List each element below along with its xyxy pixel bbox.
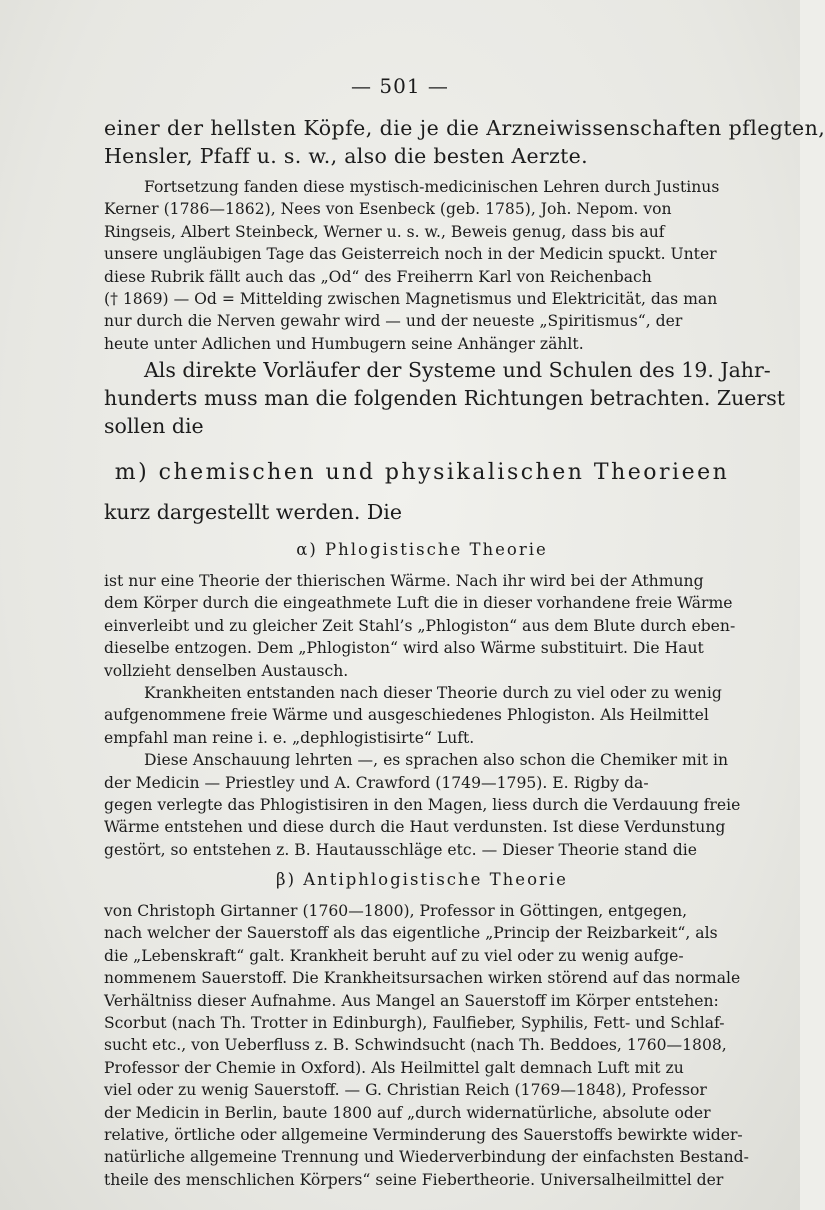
text-line: Wärme entstehen und diese durch die Haut verdunsten. Ist diese Verdunstung [104,818,726,837]
text-line: einer der hellsten Köpfe, die je die Arzneiwissenschaften pflegten, [104,116,825,140]
subheading-alpha: α) Phlogistische Theorie [296,540,548,559]
text-line: Professor der Chemie in Oxford). Als Heilmittel galt demnach Luft mit zu [104,1058,684,1077]
paragraph-2 [104,356,785,440]
text-line: vollzieht denselben Austausch. [104,661,349,680]
text-line: heute unter Adlichen und Humbugern seine Anhänger zählt. [104,334,584,353]
text-line: viel oder zu wenig Sauerstoff. — G. Christian Reich (1769—1848), Professor [104,1081,707,1100]
beta-paragraph [104,900,749,1191]
text-line: theile des menschlichen Körpers“ seine Fiebertheorie. Universalheilmittel der [104,1170,724,1189]
text-line: Kerner (1786—1862), Nees von Esenbeck (geb. 1785), Joh. Nepom. von [104,200,672,219]
text-line: der Medicin — Priestley und A. Crawford (1749—1795). E. Rigby da- [104,773,649,792]
text-line: sucht etc., von Ueberfluss z. B. Schwindsucht (nach Th. Beddoes, 1760—1808, [104,1036,727,1055]
text-line: († 1869) — Od = Mittelding zwischen Magnetismus und Elektricität, das man [104,290,718,309]
text-line: dem Körper durch die eingeathmete Luft die in dieser vorhandene freie Wärme [104,594,733,613]
alpha-paragraphs [104,570,740,861]
subheading-beta: β) Antiphlogistische Theorie [276,870,568,889]
intro-text [104,114,825,170]
text-line: Verhältniss dieser Aufnahme. Aus Mangel an Sauerstoff im Körper entstehen: [104,991,719,1010]
text-line: einverleibt und zu gleicher Zeit Stahl’s „Phlogiston“ aus dem Blute durch eben- [104,616,736,635]
text-line: Fortsetzung fanden diese mystisch-medicinischen Lehren durch Justinus [144,178,720,196]
text-line: gestört, so entstehen z. B. Hautausschläge etc. — Dieser Theorie stand die [104,840,697,859]
text-line: Krankheiten entstanden nach dieser Theorie durch zu viel oder zu wenig [144,684,722,703]
section-heading: m) chemischen und physikalischen Theorieen [114,460,730,485]
text-line: sollen die [104,414,204,438]
text-line: nach welcher der Sauerstoff als das eigentliche „Princip der Reizbarkeit“, als [104,924,718,943]
text-line: Hensler, Pfaff u. s. w., also die besten Aerzte. [104,144,588,168]
text-line: gegen verlegte das Phlogistisiren in den Magen, liess durch die Verdauung freie [104,796,741,815]
text-line: Diese Anschauung lehrten —, es sprachen also schon die Chemiker mit in [144,751,729,770]
section-tail: kurz dargestellt werden. Die [104,500,402,524]
text-line: ist nur eine Theorie der thierischen Wärme. Nach ihr wird bei der Athmung [104,572,704,590]
text-line: Als direkte Vorläufer der Systeme und Schulen des 19. Jahr- [144,358,771,382]
text-line: der Medicin in Berlin, baute 1800 auf „durch widernatürliche, absolute oder [104,1103,711,1122]
text-line: dieselbe entzogen. Dem „Phlogiston“ wird also Wärme substituirt. Die Haut [104,639,704,658]
page-number: — 501 — [351,74,449,98]
text-line: Scorbut (nach Th. Trotter in Edinburgh), Faulfieber, Syphilis, Fett- und Schlaf- [104,1014,725,1033]
text-line: diese Rubrik fällt auch das „Od“ des Freiherrn Karl von Reichenbach [104,267,652,286]
text-line: relative, örtliche oder allgemeine Verminderung des Sauerstoffs bewirkte wider- [104,1126,743,1145]
text-line: hunderts muss man die folgenden Richtungen betrachten. Zuerst [104,386,785,410]
text-line: von Christoph Girtanner (1760—1800), Professor in Göttingen, entgegen, [104,902,688,920]
text-line: natürliche allgemeine Trennung und Wiederverbindung der einfachsten Bestand- [104,1148,749,1167]
text-line: die „Lebenskraft“ galt. Krankheit beruht auf zu viel oder zu wenig aufge- [104,946,684,965]
text-line: aufgenommene freie Wärme und ausgeschiedenes Phlogiston. Als Heilmittel [104,706,709,725]
text-line: Ringseis, Albert Steinbeck, Werner u. s. w., Beweis genug, dass bis auf [104,222,665,241]
text-line: nur durch die Nerven gewahr wird — und der neueste „Spiritismus“, der [104,312,683,331]
paragraph-1 [104,176,740,355]
text-line: empfahl man reine i. e. „dephlogistisirte“ Luft. [104,728,475,747]
text-line: unsere ungläubigen Tage das Geisterreich noch in der Medicin spuckt. Unter [104,245,717,264]
text-line: nommenem Sauerstoff. Die Krankheitsursachen wirken störend auf das normale [104,969,741,988]
